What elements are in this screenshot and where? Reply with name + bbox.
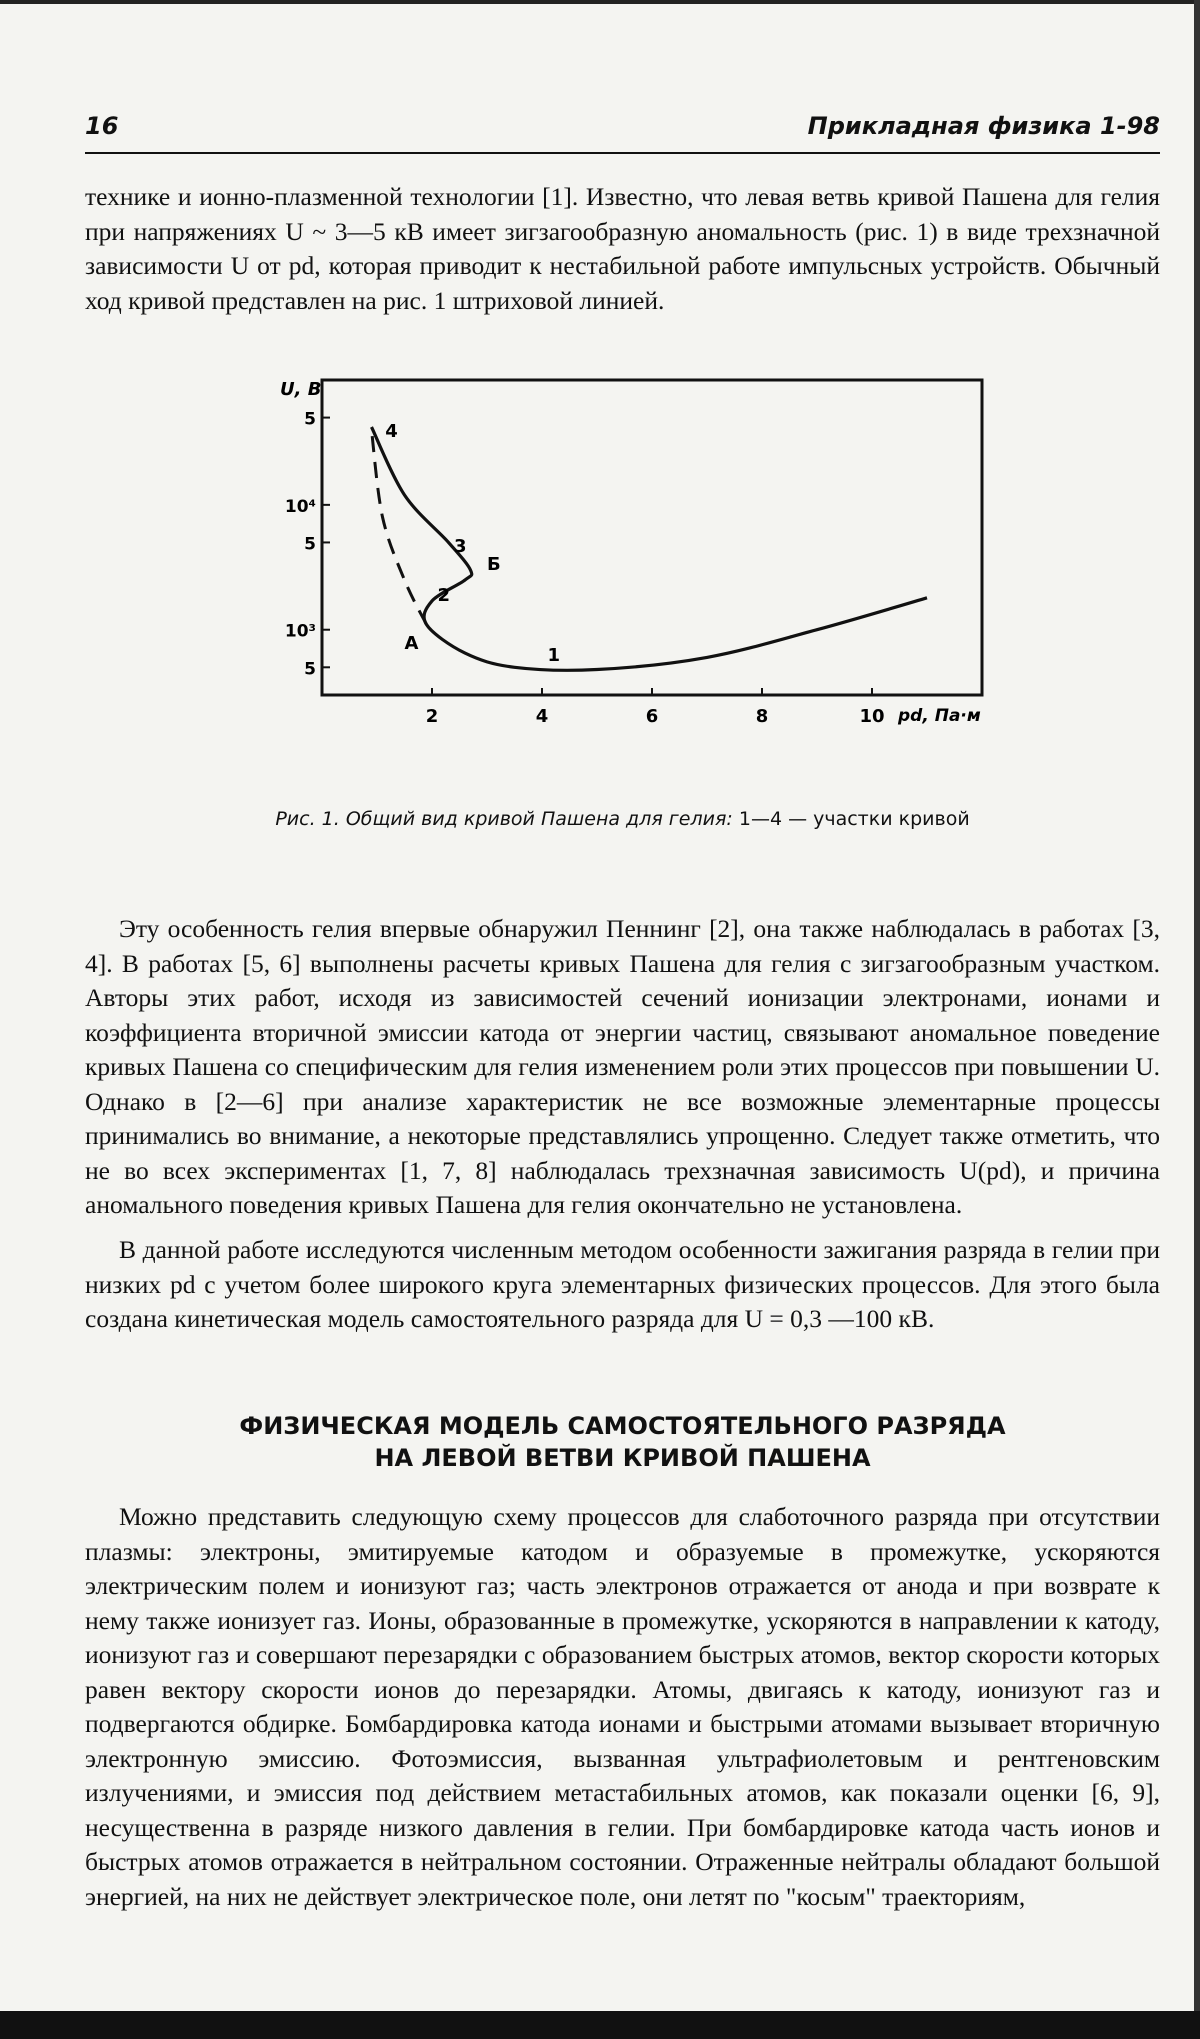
paragraph-penning: Эту особенность гелия впервые обнаружил Пеннинг [2], она также наблюдалась в работах [3, 4]. В работах [5, 6] выполнены расчеты кривых Пашена для гелия с зигзагообразным участком. Авторы этих работ, исходя из зависимостей сечений ионизации электронами, ионами и коэффициента вторичной эмиссии катода от энергии частиц, связывают аномальное поведение кривых Пашена со специфическим для гелия изменением роли этих процессов при повышении U. Однако в [2—6] при анализе характеристик не все возможные элементарные процессы принимались во внимание, а некоторые представлялись упрощенно. Следует также отметить, что не во всех экспериментах [1, 7, 8] наблюдалась трехзначная зависимость U(pd), и причина аномального поведения кривых Пашена для гелия окончательно не установлена. <box>85 914 1160 1219</box>
x-tick-label: 6 <box>645 706 659 727</box>
caption-text: 1—4 — участки кривой <box>738 808 970 830</box>
y-axis-label: U, В <box>280 379 322 400</box>
curve-annotations <box>385 421 560 666</box>
caption-label: Рис. 1. Общий вид кривой Пашена для гелия: <box>275 808 733 830</box>
page-header <box>85 112 1160 154</box>
paragraph-model: Можно представить следующую схему процессов для слаботочного разряда при отсутствии плазмы: электроны, эмитируемые катодом и образуемые в промежутке, ускоряются электрическим полем и ионизуют газ; часть электронов отражается от анода и при возврате к нему также ионизует газ. Ионы, образованные в промежутке, ускоряются в направлении к катоду, ионизуют газ и совершают перезарядки с образованием быстрых атомов, вектор скорости которых равен вектору скорости ионов до перезарядки. Атомы, двигаясь к катоду, ионизуют газ и подвергаются обдирке. Бомбардировка катода ионами и быстрыми атомами вызывает вторичную электронную эмиссию. Фотоэмиссия, вызванная ультрафиолетовым и рентгеновским излучениями, и эмиссия под действием метастабильных атомов, как показали оценки [6, 9], несущественна в разряде низкого давления в гелии. При бомбардировке катода часть ионов и быстрых атомов отражается в нейтральном состоянии. Отраженные нейтралы обладают большой энергией, на них не действует электрическое поле, они летят по "косым" траекториям, <box>85 1502 1160 1911</box>
section-title-line2: НА ЛЕВОЙ ВЕТВИ КРИВОЙ ПАШЕНА <box>374 1444 871 1472</box>
paschen-curve-dashed <box>372 430 427 625</box>
curve-label: 1 <box>547 645 561 667</box>
x-tick-label: 2 <box>425 706 439 727</box>
x-tick-label: 8 <box>755 706 769 727</box>
page-number: 16 <box>85 112 119 140</box>
x-tick-label: 10 <box>859 706 885 727</box>
curve-label: Б <box>487 554 501 576</box>
paschen-figure <box>230 365 1010 735</box>
curve-label: А <box>404 633 419 655</box>
journal-title: Прикладная физика 1-98 <box>807 112 1160 140</box>
paragraph-intro: технике и ионно-плазменной технологии [1]. Известно, что левая ветвь кривой Пашена для гелия при напряжениях U ~ 3—5 кВ имеет зигзагообразную аномальность (рис. 1) в виде трехзначной зависимости U от pd, которая приводит к нестабильной работе импульсных устройств. Обычный ход кривой представлен на рис. 1 штриховой линией. <box>85 182 1160 315</box>
plot-frame <box>322 380 982 695</box>
y-tick-label: 10⁴ <box>284 496 316 517</box>
page-top-edge <box>0 0 1200 4</box>
page-right-edge <box>1194 0 1200 2039</box>
y-tick-label: 5 <box>304 534 316 555</box>
figure-caption <box>85 808 1160 830</box>
y-tick-label: 5 <box>304 409 316 430</box>
x-tick-label: 4 <box>535 706 549 727</box>
y-tick-label: 5 <box>304 659 316 680</box>
page-bottom-edge <box>0 2011 1200 2039</box>
curve-label: 4 <box>385 420 398 442</box>
section-title-line1: ФИЗИЧЕСКАЯ МОДЕЛЬ САМОСТОЯТЕЛЬНОГО РАЗРЯДА <box>239 1412 1006 1440</box>
paragraph-aim: В данной работе исследуются численным методом особенности зажигания разряда в гелии при низких pd с учетом более широкого круга элементарных физических процессов. Для этого была создана кинетическая модель самостоятельного разряда для U = 0,3 —100 кВ. <box>85 1235 1160 1333</box>
curve-label: 2 <box>437 584 451 606</box>
section-title <box>85 1410 1160 1474</box>
x-axis-label: pd, Па·м <box>898 706 981 726</box>
curve-label: 3 <box>454 535 467 557</box>
y-tick-label: 10³ <box>284 621 316 642</box>
